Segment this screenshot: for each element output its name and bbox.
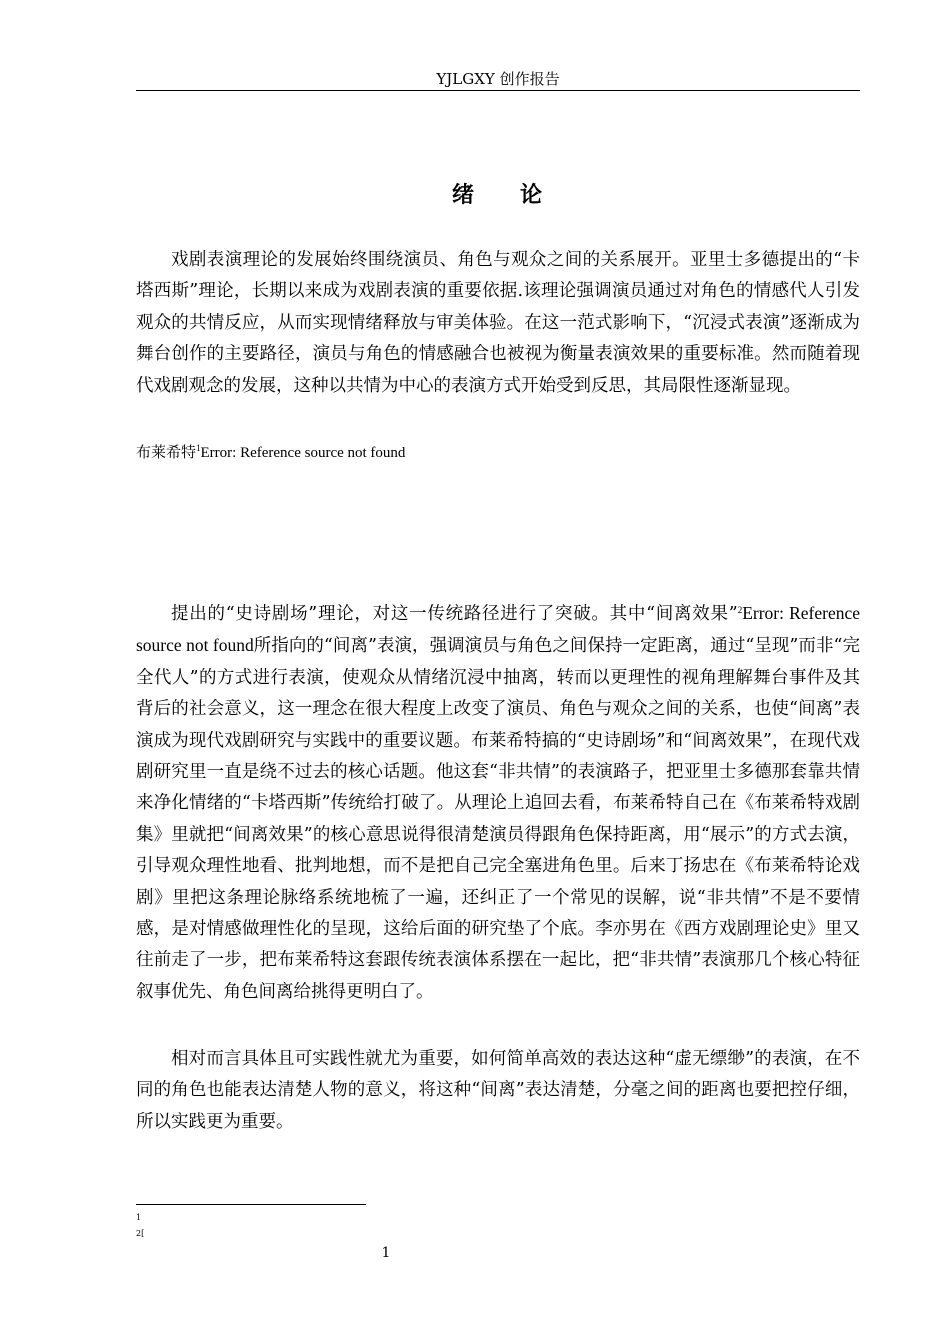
page-header-title: YJLGXY 创作报告 [436, 70, 560, 88]
footnote-1: 1 [136, 1213, 142, 1222]
footnote-ref-2[interactable]: 2 [737, 605, 743, 615]
section-title-part1: 绪 [451, 182, 476, 208]
paragraph-1: 戏剧表演理论的发展始终围绕演员、角色与观众之间的关系展开。亚里士多德提出的“卡塔西斯”理论，长期以来成为戏剧表演的重要依据.该理论强调演员通过对角色的情感代人引发观众的共情反应，从而实现情绪释放与审美体验。在这一范式影响下，“沉浸式表演”逐渐成为舞台创作的主要路径，演员与角色的情感融合也被视为衡量表演效果的重要标准。然而随着现代戏剧观念的发展，这种以共情为中心的表演方式开始受到反思，其局限性逐渐显现。 [136, 250, 860, 396]
reference-error-1: Error: Reference source not found [200, 445, 406, 461]
paragraph-2-start: 提出的“史诗剧场”理论，对这一传统路径进行了突破。其中“间离效果” [171, 604, 738, 624]
footnote-ref-1[interactable]: 1 [196, 443, 201, 453]
brecht-name: 布莱希特 [136, 443, 197, 461]
header-divider [136, 90, 860, 91]
brecht-reference-line [136, 442, 860, 463]
page-number: 1 [381, 1245, 391, 1261]
section-title-part2: 论 [520, 182, 545, 208]
paragraph-2 [136, 598, 860, 1008]
footnote-2: 2[ [136, 1229, 145, 1238]
section-title [136, 179, 860, 211]
reference-error-2: Error: Reference source not found [136, 603, 860, 656]
paragraph-2-rest: 所指向的“间离”表演，强调演员与角色之间保持一定距离，通过“呈现”而非“完全代人”的方式进行表演，使观众从情绪沉浸中抽离，转而以更理性的视角理解舞台事件及其背后的社会意义，这一理念在很大程度上改变了演员、角色与观众之间的关系，也使“间离”表演成为现代戏剧研究与实践中的重要议题。布莱希特搞的“史诗剧场”和“间离效果”，在现代戏剧研究里一直是绕不过去的核心话题。他这套“非共情”的表演路子，把亚里士多德那套靠共情来净化情绪的“卡塔西斯”传统给打破了。从理论上追回去看，布莱希特自己在《布莱希特戏剧集》里就把“间离效果”的核心意思说得很清楚演员得跟角色保持距离，用“展示”的方式去演，引导观众理性地看、批判地想，而不是把自己完全塞进角色里。后来丁扬忠在《布莱希特论戏剧》里把这条理论脉络系统地梳了一遍，还纠正了一个常见的误解，说“非共情”不是不要情感，是对情感做理性化的呈现，这给后面的研究垫了个底。李亦男在《西方戏剧理论史》里又往前走了一步，把布莱希特这套跟传统表演体系摆在一起比，把“非共情”表演那几个核心特征叙事优先、角色间离给挑得更明白了。 [136, 636, 860, 1002]
paragraph-3: 相对而言具体且可实践性就尤为重要，如何简单高效的表达这种“虚无缥缈”的表演，在不同的角色也能表达清楚人物的意义，将这种“间离”表达清楚，分毫之间的距离也要把控仔细，所以实践更为重要。 [136, 1049, 860, 1132]
footnote-separator [136, 1204, 366, 1205]
